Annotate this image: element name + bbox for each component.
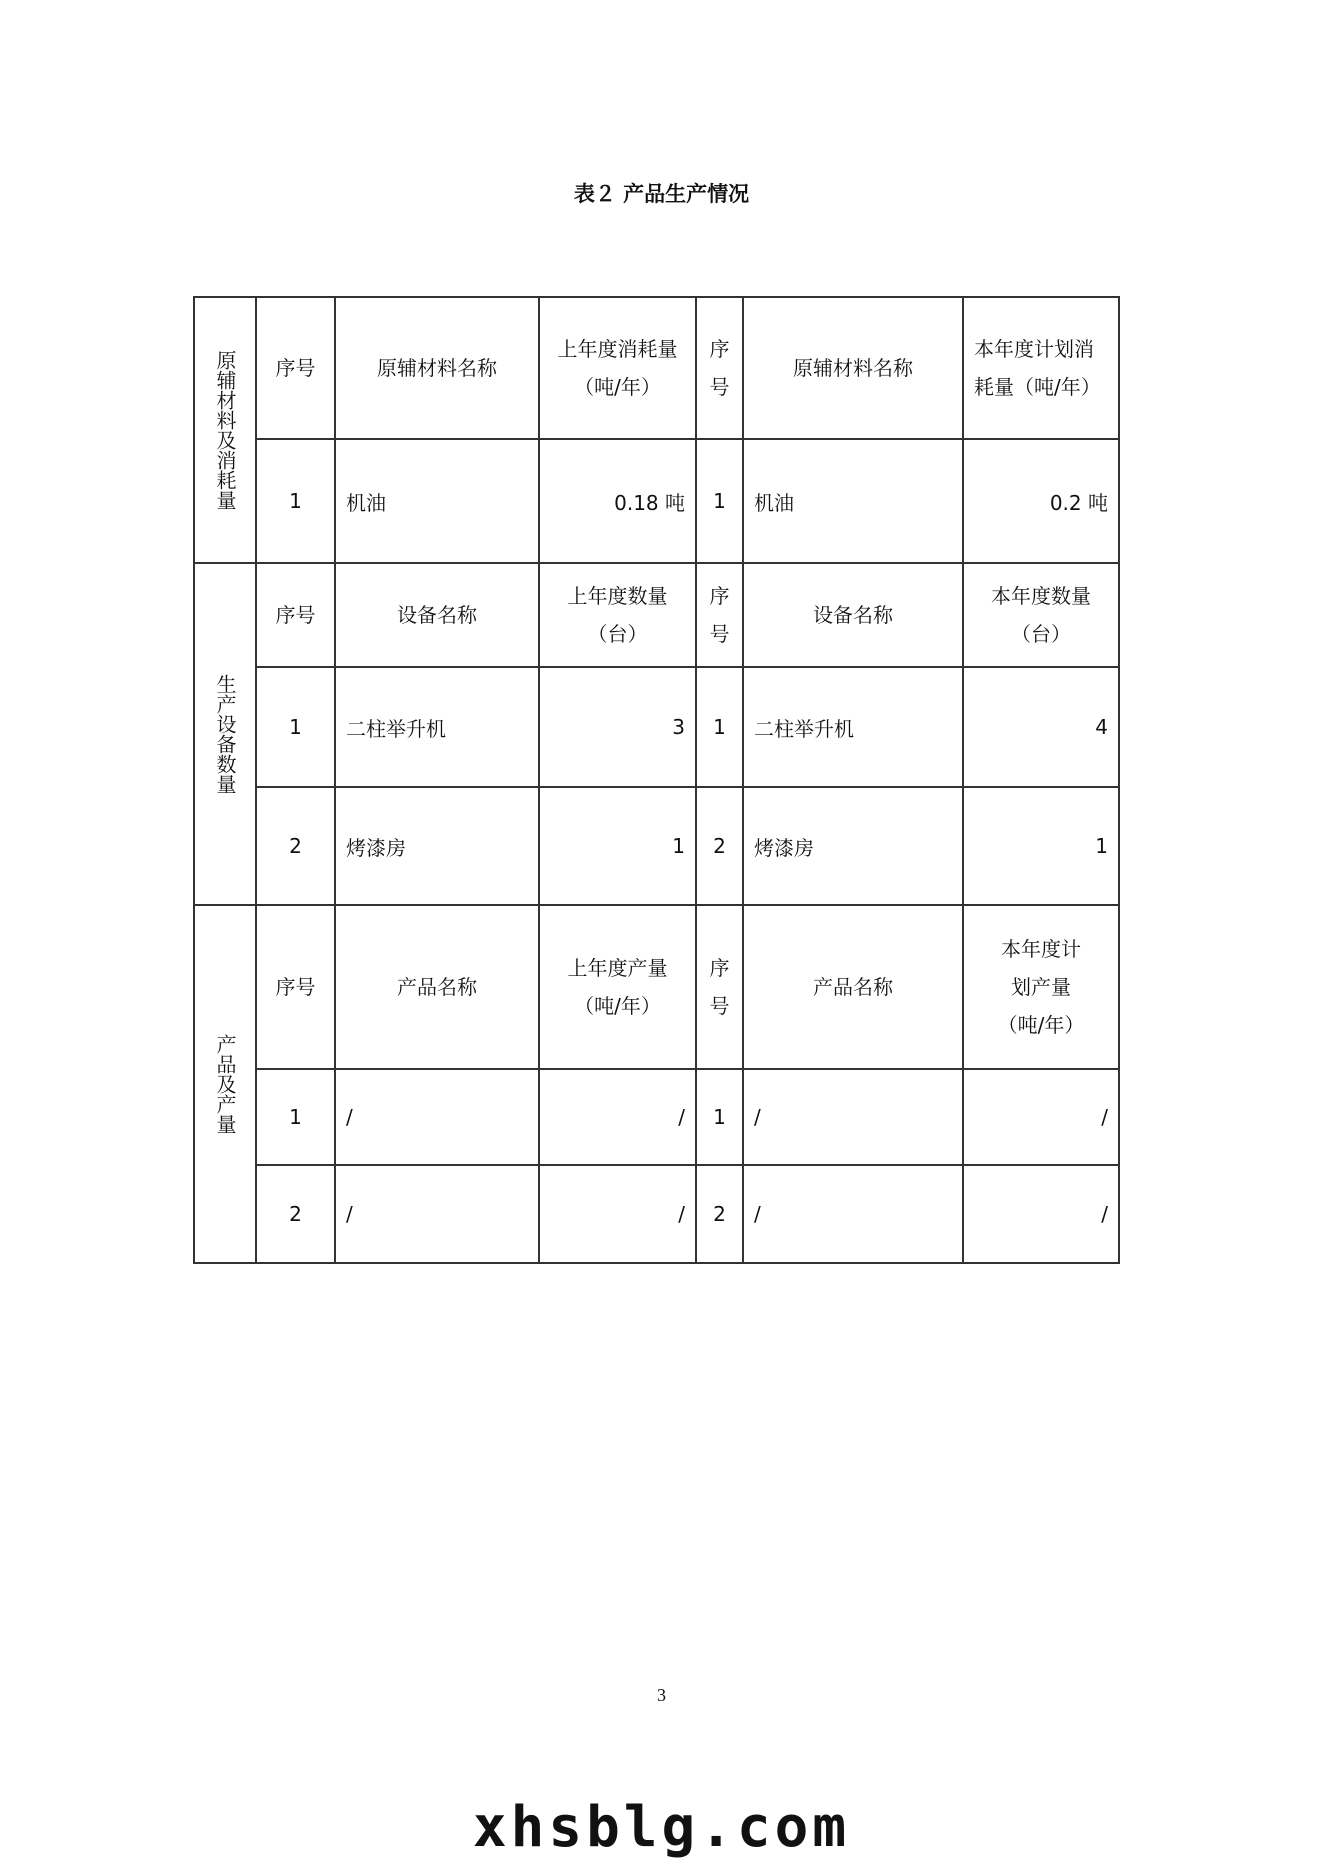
page-number: 3 [657, 1685, 666, 1705]
cell-name2: 机油 [743, 439, 963, 563]
cell-name2: / [743, 1165, 963, 1263]
cell-curr: / [963, 1069, 1119, 1165]
cell-prev: / [539, 1165, 696, 1263]
header-name2: 产品名称 [743, 905, 963, 1069]
watermark: xhsblg.com [472, 1795, 851, 1860]
header-seq: 序号 [256, 297, 335, 439]
header-curr: 本年度计划消耗量（吨/年） [963, 297, 1119, 439]
cell-seq: 1 [256, 1069, 335, 1165]
table-row [194, 439, 1119, 563]
section-label-materials: 原辅材料及消耗量 [194, 297, 256, 563]
cell-seq2: 1 [696, 667, 743, 787]
header-prev: 上年度消耗量（吨/年） [539, 297, 696, 439]
cell-name2: 二柱举升机 [743, 667, 963, 787]
cell-prev: 3 [539, 667, 696, 787]
cell-seq2: 2 [696, 787, 743, 905]
header-curr: 本年度计划产量（吨/年） [963, 905, 1119, 1069]
cell-seq2: 2 [696, 1165, 743, 1263]
header-seq2: 序号 [696, 563, 743, 667]
equipment-header-row [194, 563, 1119, 667]
cell-name2: 烤漆房 [743, 787, 963, 905]
products-header-row [194, 905, 1119, 1069]
section-label-products: 产品及产量 [194, 905, 256, 1263]
header-name2: 原辅材料名称 [743, 297, 963, 439]
cell-curr: / [963, 1165, 1119, 1263]
header-prev: 上年度产量（吨/年） [539, 905, 696, 1069]
table-row [194, 1165, 1119, 1263]
table-row [194, 667, 1119, 787]
header-seq2: 序号 [696, 297, 743, 439]
cell-seq2: 1 [696, 1069, 743, 1165]
cell-name2: / [743, 1069, 963, 1165]
cell-seq2: 1 [696, 439, 743, 563]
cell-seq: 1 [256, 439, 335, 563]
cell-prev: 0.18 吨 [539, 439, 696, 563]
cell-curr: 1 [963, 787, 1119, 905]
header-name: 产品名称 [335, 905, 539, 1069]
cell-prev: 1 [539, 787, 696, 905]
header-name: 设备名称 [335, 563, 539, 667]
cell-name: 烤漆房 [335, 787, 539, 905]
cell-name: 二柱举升机 [335, 667, 539, 787]
header-seq2: 序号 [696, 905, 743, 1069]
production-table [193, 296, 1120, 1264]
header-curr: 本年度数量（台） [963, 563, 1119, 667]
header-prev: 上年度数量（台） [539, 563, 696, 667]
cell-name: / [335, 1069, 539, 1165]
materials-header-row [194, 297, 1119, 439]
table-row [194, 1069, 1119, 1165]
table-row [194, 787, 1119, 905]
header-name2: 设备名称 [743, 563, 963, 667]
cell-name: / [335, 1165, 539, 1263]
cell-prev: / [539, 1069, 696, 1165]
header-seq: 序号 [256, 905, 335, 1069]
cell-seq: 2 [256, 1165, 335, 1263]
cell-seq: 2 [256, 787, 335, 905]
header-seq: 序号 [256, 563, 335, 667]
table-title: 表２ 产品生产情况 [573, 182, 750, 206]
cell-seq: 1 [256, 667, 335, 787]
cell-name: 机油 [335, 439, 539, 563]
section-label-equipment: 生产设备数量 [194, 563, 256, 905]
cell-curr: 0.2 吨 [963, 439, 1119, 563]
header-name: 原辅材料名称 [335, 297, 539, 439]
cell-curr: 4 [963, 667, 1119, 787]
